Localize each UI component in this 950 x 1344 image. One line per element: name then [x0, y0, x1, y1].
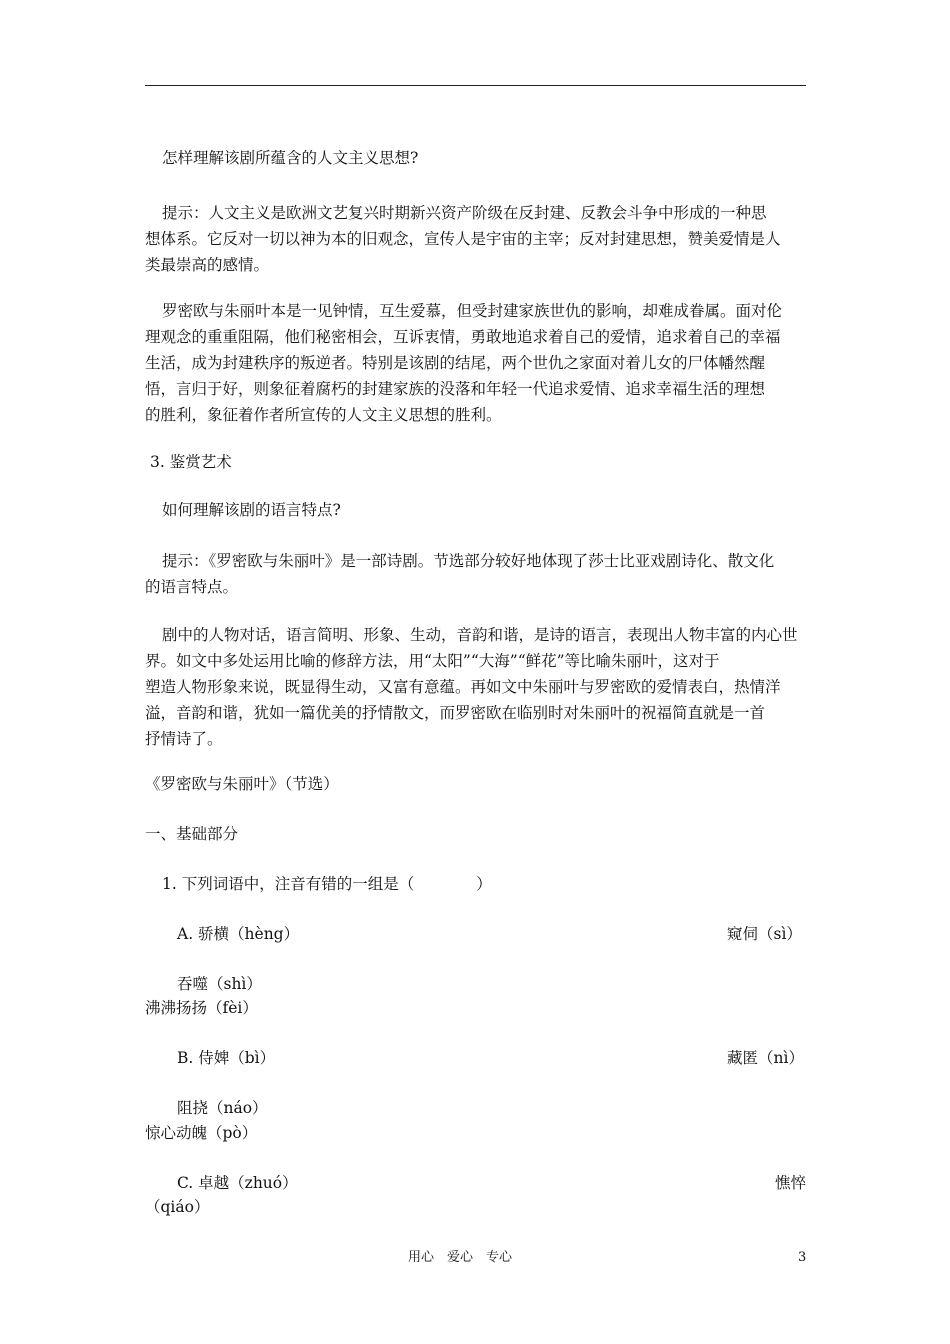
option-c-label: C. 卓越（zhuó）	[177, 1174, 298, 1192]
option-b-word-2: 藏匿（nì）	[727, 1049, 804, 1067]
hint-humanism	[145, 200, 806, 278]
option-a-word-4: 沸沸扬扬（fèi）	[145, 999, 258, 1017]
paragraph-line: 的胜利，象征着作者所宣传的人文主义思想的胜利。	[145, 406, 502, 424]
paragraph-line: 罗密欧与朱丽叶本是一见钟情，互生爱慕，但受封建家族世仇的影响，却难成眷属。面对伦	[162, 302, 783, 320]
question-1: 1. 下列词语中，注音有错的一组是（ ）	[162, 875, 492, 893]
paragraph-line: 抒情诗了。	[145, 730, 223, 748]
paragraph-dialogue	[145, 622, 806, 752]
option-c-word-2: 憔悴	[775, 1174, 807, 1192]
option-b-word-3: 阻挠（náo）	[177, 1099, 268, 1117]
paragraph-romeo-juliet	[145, 298, 806, 428]
hint-humanism-line: 想体系。它反对一切以神为本的旧观念，宣传人是宇宙的主宰；反对封建思想，赞美爱情是人	[145, 230, 781, 248]
option-b-word-4: 惊心动魄（pò）	[145, 1124, 258, 1142]
paragraph-line: 生活，成为封建秩序的叛逆者。特别是该剧的结尾，两个世仇之家面对着儿女的尸体幡然醒	[145, 354, 766, 372]
paragraph-line: 界。如文中多处运用比喻的修辞方法，用“太阳”“大海”“鲜花”等比喻朱丽叶，这对于	[145, 652, 720, 670]
paragraph-line: 剧中的人物对话，语言简明、形象、生动，音韵和谐，是诗的语言，表现出人物丰富的内心世	[162, 626, 798, 644]
question-language: 如何理解该剧的语言特点?	[162, 501, 341, 519]
hint-language-line: 提示：《罗密欧与朱丽叶》是一部诗剧。节选部分较好地体现了莎士比亚戏剧诗化、散文化	[162, 552, 775, 570]
page-number: 3	[798, 1250, 807, 1265]
option-b-label: B. 侍婢（bì）	[177, 1049, 276, 1067]
hint-language	[145, 548, 806, 600]
option-a-word-3: 吞噬（shì）	[177, 975, 262, 993]
header-rule	[145, 85, 806, 86]
exercise-title: 《罗密欧与朱丽叶》（节选）	[145, 775, 339, 793]
option-a-label: A. 骄横（hèng）	[177, 925, 300, 943]
paragraph-line: 悟，言归于好，则象征着腐朽的封建家族的没落和年轻一代追求爱情、追求幸福生活的理想	[145, 380, 766, 398]
paragraph-line: 塑造人物形象来说，既显得生动，又富有意蕴。再如文中朱丽叶与罗密欧的爱情表白，热情洋	[145, 678, 781, 696]
option-c-word-2-pinyin: （qiáo）	[145, 1198, 210, 1216]
part-one-title: 一、基础部分	[145, 825, 239, 843]
hint-humanism-line: 类最崇高的感情。	[145, 256, 270, 274]
section-title-appreciation: 3. 鉴赏艺术	[150, 453, 232, 471]
footer-slogan: 用心 爱心 专心	[408, 1250, 513, 1265]
hint-humanism-line: 提示：人文主义是欧洲文艺复兴时期新兴资产阶级在反封建、反教会斗争中形成的一种思	[162, 204, 767, 222]
paragraph-line: 理观念的重重阻隔，他们秘密相会，互诉衷情，勇敢地追求着自己的爱情，追求着自己的幸福	[145, 328, 781, 346]
paragraph-line: 溢，音韵和谐，犹如一篇优美的抒情散文，而罗密欧在临别时对朱丽叶的祝福简直就是一首	[145, 704, 766, 722]
option-a-word-2: 窥伺（sì）	[727, 925, 802, 943]
question-humanism: 怎样理解该剧所蕴含的人文主义思想?	[162, 149, 419, 167]
hint-language-line: 的语言特点。	[145, 578, 239, 596]
